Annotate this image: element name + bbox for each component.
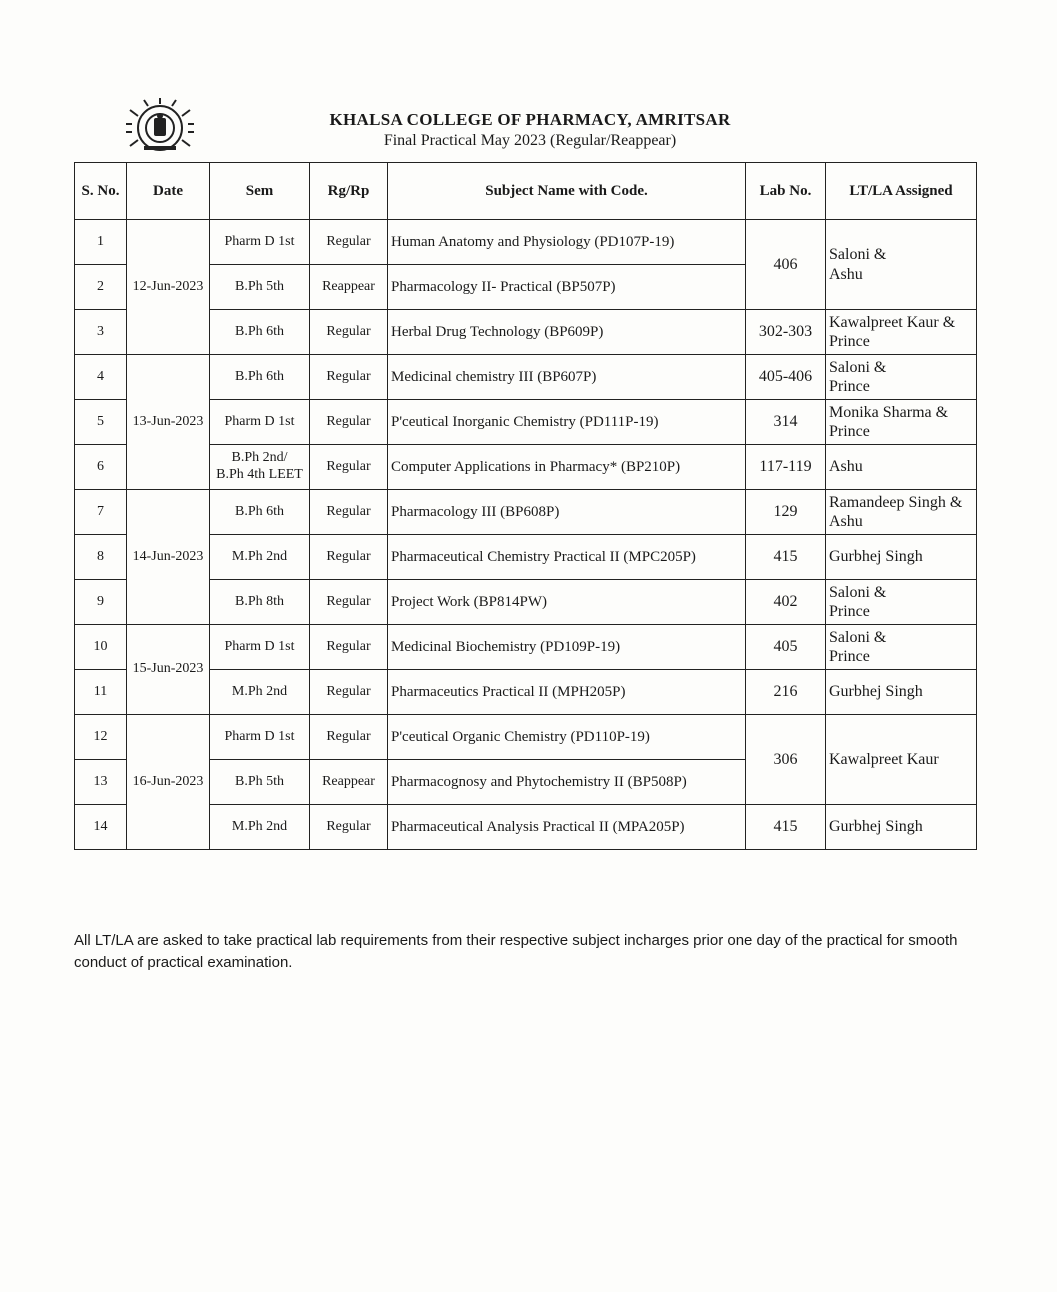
cell-sno: 2 (75, 265, 127, 310)
cell-rgrp: Regular (310, 310, 388, 355)
cell-rgrp: Regular (310, 400, 388, 445)
cell-date: 14-Jun-2023 (127, 490, 210, 625)
exam-subtitle: Final Practical May 2023 (Regular/Reappear) (383, 132, 677, 149)
cell-lab: 406 (746, 220, 826, 310)
cell-assigned (826, 715, 977, 805)
sem-line: B.Ph 4th LEET (216, 467, 303, 482)
cell-lab: 415 (746, 805, 826, 850)
cell-subject: P'ceutical Organic Chemistry (PD110P-19) (388, 715, 746, 760)
instruction-note: All LT/LA are asked to take practical lab requirements from their respective subject incharges prior one day of the practical for smooth conduct of practical examination. (74, 932, 958, 971)
cell-lab: 405-406 (746, 355, 826, 400)
cell-sem: B.Ph 5th (210, 265, 310, 310)
cell-subject: Pharmacognosy and Phytochemistry II (BP508P) (388, 760, 746, 805)
cell-assigned (826, 625, 977, 670)
assigned-line: Saloni & (829, 358, 887, 376)
cell-lab: 129 (746, 490, 826, 535)
cell-sno: 10 (75, 625, 127, 670)
cell-assigned (826, 805, 977, 850)
table-row (75, 670, 977, 715)
assigned-line: Ashu (829, 458, 863, 476)
cell-rgrp: Regular (310, 670, 388, 715)
cell-date: 13-Jun-2023 (127, 355, 210, 490)
assigned-line: Kawalpreet Kaur (829, 750, 939, 768)
cell-rgrp: Reappear (310, 760, 388, 805)
cell-sem: B.Ph 6th (210, 310, 310, 355)
assigned-line: Gurbhej Singh (829, 683, 923, 701)
cell-sno: 12 (75, 715, 127, 760)
table-row (75, 805, 977, 850)
cell-assigned (826, 490, 977, 535)
cell-sem: B.Ph 6th (210, 490, 310, 535)
assigned-line: Saloni & (829, 246, 887, 264)
cell-subject: P'ceutical Inorganic Chemistry (PD111P-19) (388, 400, 746, 445)
cell-lab: 302-303 (746, 310, 826, 355)
assigned-line: Gurbhej Singh (829, 548, 923, 566)
cell-rgrp: Regular (310, 625, 388, 670)
cell-assigned (826, 670, 977, 715)
cell-assigned (826, 220, 977, 310)
cell-lab: 314 (746, 400, 826, 445)
assigned-line: Ramandeep Singh & (829, 493, 963, 511)
cell-lab: 306 (746, 715, 826, 805)
table-row (75, 400, 977, 445)
cell-sno: 13 (75, 760, 127, 805)
cell-assigned (826, 355, 977, 400)
cell-sno: 6 (75, 445, 127, 490)
cell-sem: Pharm D 1st (210, 715, 310, 760)
cell-sno: 9 (75, 580, 127, 625)
assigned-line: Ashu (829, 513, 863, 530)
cell-sno: 5 (75, 400, 127, 445)
table-row (75, 715, 977, 760)
assigned-line: Kawalpreet Kaur & (829, 313, 956, 331)
table-row (75, 625, 977, 670)
cell-sem: M.Ph 2nd (210, 670, 310, 715)
assigned-line: Prince (829, 603, 870, 620)
practical-schedule-table (74, 162, 977, 850)
cell-subject: Pharmaceutical Chemistry Practical II (MPC205P) (388, 535, 746, 580)
cell-sem: Pharm D 1st (210, 400, 310, 445)
cell-sem: Pharm D 1st (210, 220, 310, 265)
cell-rgrp: Regular (310, 715, 388, 760)
cell-rgrp: Reappear (310, 265, 388, 310)
cell-subject: Human Anatomy and Physiology (PD107P-19) (388, 220, 746, 265)
col-header-subject: Subject Name with Code. (388, 163, 746, 220)
assigned-line: Monika Sharma & (829, 403, 949, 421)
cell-sno: 11 (75, 670, 127, 715)
assigned-line: Prince (829, 423, 870, 440)
table-row (75, 220, 977, 265)
col-header-date: Date (127, 163, 210, 220)
cell-subject: Pharmaceutical Analysis Practical II (MPA205P) (388, 805, 746, 850)
assigned-line: Gurbhej Singh (829, 818, 923, 836)
cell-subject: Pharmacology II- Practical (BP507P) (388, 265, 746, 310)
cell-sem: B.Ph 6th (210, 355, 310, 400)
cell-subject: Project Work (BP814PW) (388, 580, 746, 625)
assigned-line: Prince (829, 333, 870, 350)
cell-lab: 405 (746, 625, 826, 670)
cell-date: 16-Jun-2023 (127, 715, 210, 850)
col-header-rgrp: Rg/Rp (310, 163, 388, 220)
cell-lab: 402 (746, 580, 826, 625)
cell-date: 12-Jun-2023 (127, 220, 210, 355)
cell-sem: Pharm D 1st (210, 625, 310, 670)
cell-assigned (826, 535, 977, 580)
assigned-line: Prince (829, 378, 870, 395)
col-header-lab: Lab No. (746, 163, 826, 220)
cell-sno: 7 (75, 490, 127, 535)
table-row (75, 355, 977, 400)
cell-rgrp: Regular (310, 535, 388, 580)
college-title: KHALSA COLLEGE OF PHARMACY, AMRITSAR (329, 110, 731, 129)
cell-sem (210, 445, 310, 490)
table-row (75, 445, 977, 490)
sem-line: B.Ph 2nd/ (231, 450, 288, 466)
cell-subject: Computer Applications in Pharmacy* (BP210P) (388, 445, 746, 490)
cell-date: 15-Jun-2023 (127, 625, 210, 715)
cell-lab: 415 (746, 535, 826, 580)
table-row (75, 535, 977, 580)
cell-sem: B.Ph 5th (210, 760, 310, 805)
cell-rgrp: Regular (310, 490, 388, 535)
cell-lab: 117-119 (746, 445, 826, 490)
assigned-line: Saloni & (829, 628, 887, 646)
table-row (75, 580, 977, 625)
cell-rgrp: Regular (310, 580, 388, 625)
cell-assigned (826, 310, 977, 355)
cell-rgrp: Regular (310, 445, 388, 490)
cell-lab: 216 (746, 670, 826, 715)
cell-subject: Medicinal chemistry III (BP607P) (388, 355, 746, 400)
cell-rgrp: Regular (310, 355, 388, 400)
cell-assigned (826, 445, 977, 490)
assigned-line: Saloni & (829, 583, 887, 601)
cell-sem: M.Ph 2nd (210, 535, 310, 580)
cell-sno: 14 (75, 805, 127, 850)
college-logo (118, 96, 202, 160)
cell-sno: 4 (75, 355, 127, 400)
assigned-line: Ashu (829, 265, 863, 283)
assigned-line: Prince (829, 648, 870, 665)
table-row (75, 310, 977, 355)
table-header-row (75, 163, 977, 220)
cell-sem: M.Ph 2nd (210, 805, 310, 850)
cell-subject: Pharmacology III (BP608P) (388, 490, 746, 535)
cell-assigned (826, 400, 977, 445)
cell-subject: Pharmaceutics Practical II (MPH205P) (388, 670, 746, 715)
cell-sno: 1 (75, 220, 127, 265)
cell-sno: 3 (75, 310, 127, 355)
table-row (75, 490, 977, 535)
cell-subject: Herbal Drug Technology (BP609P) (388, 310, 746, 355)
cell-sno: 8 (75, 535, 127, 580)
cell-sem: B.Ph 8th (210, 580, 310, 625)
cell-subject: Medicinal Biochemistry (PD109P-19) (388, 625, 746, 670)
col-header-sem: Sem (210, 163, 310, 220)
col-header-sno: S. No. (75, 163, 127, 220)
cell-rgrp: Regular (310, 805, 388, 850)
cell-assigned (826, 580, 977, 625)
document-header (280, 110, 780, 150)
cell-rgrp: Regular (310, 220, 388, 265)
col-header-assigned: LT/LA Assigned (826, 163, 977, 220)
